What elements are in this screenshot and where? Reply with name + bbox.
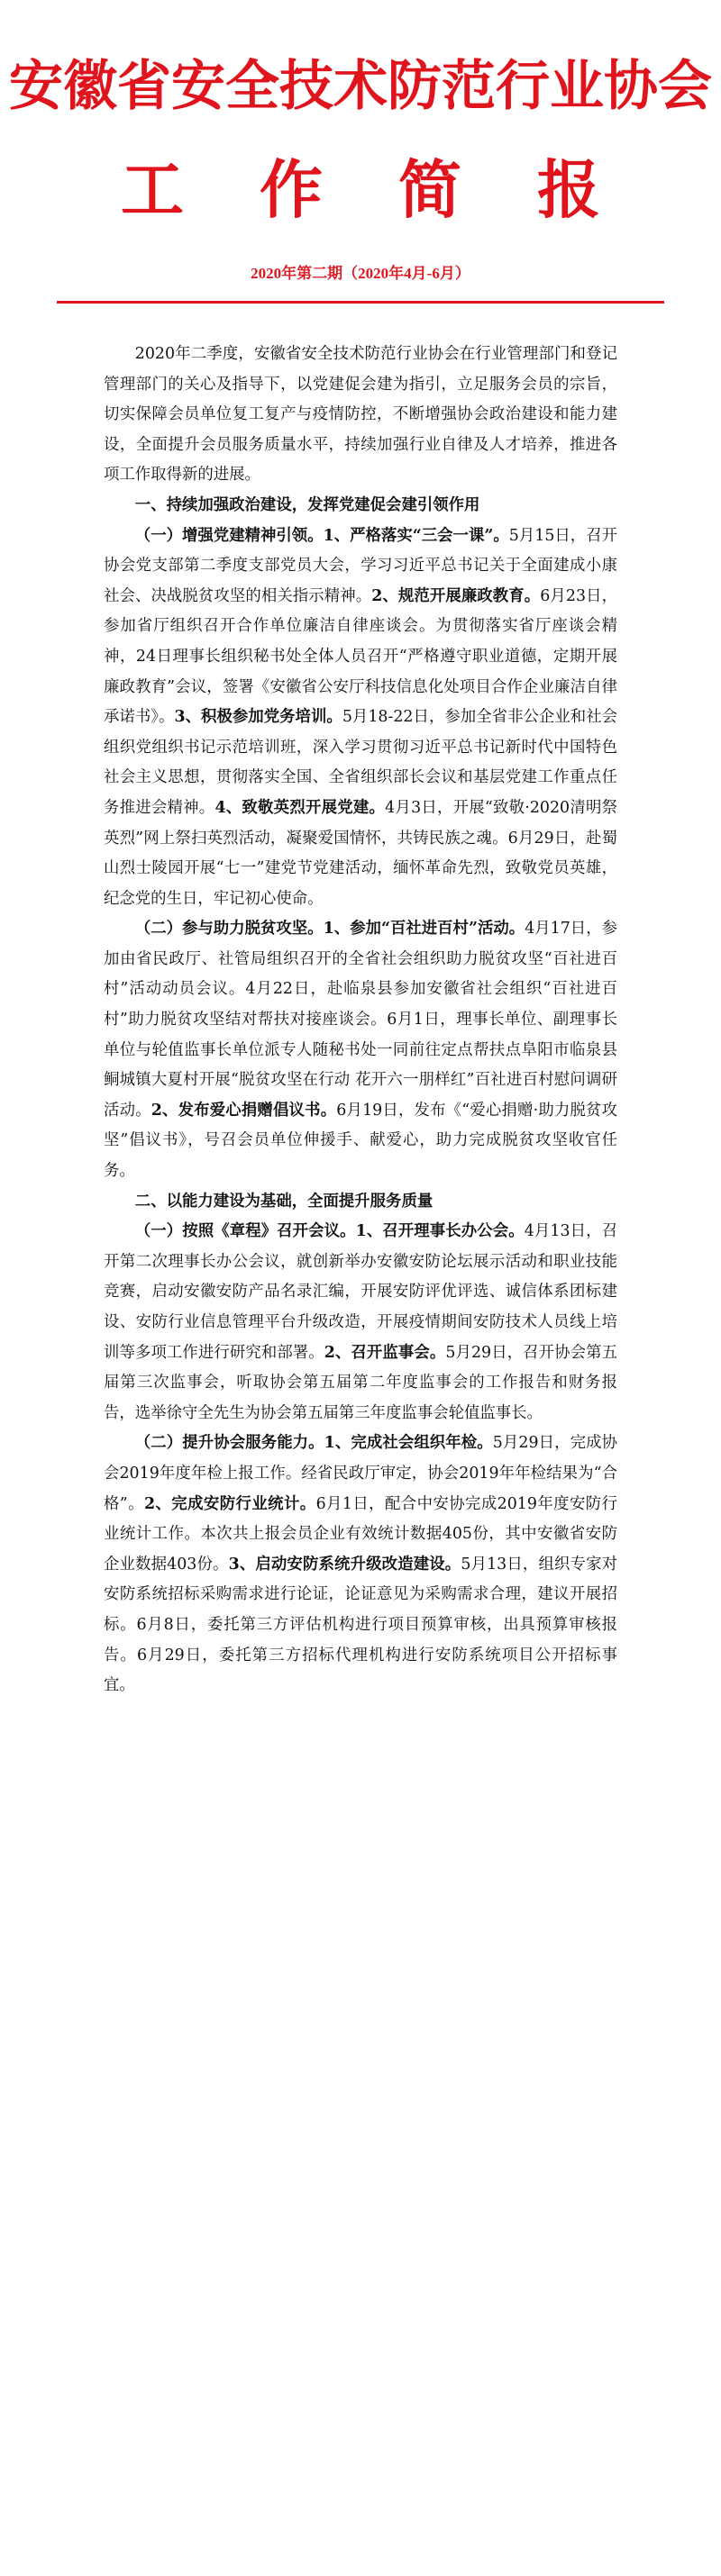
item-heading: 4、致敬英烈开展党建。: [214, 798, 386, 817]
paragraph-text: 5月18-22日，参加全省非公企业和社会组织党组织书记示范培训班，深入学习贯彻习近平总书记新时代中国特色社会主义思想，贯彻落实全国、全省组织部长会议和基层党建工作重点任务推进会精神。: [104, 708, 618, 817]
item-heading: 2、完成安防行业统计。: [143, 1494, 316, 1513]
paragraph: [104, 1429, 617, 1701]
paragraph-text: 5月29日，完成协会2019年度年检上报工作。经省民政厅审定，协会2019年年检结果为“合格”。: [104, 1434, 617, 1513]
subsection-heading: （二）提升协会服务能力。: [134, 1434, 324, 1453]
item-heading: 2、规范开展廉政教育。: [371, 586, 541, 605]
item-heading: 3、启动安防系统升级改造建设。: [228, 1555, 461, 1574]
paragraph-text: 6月23日，参加省厅组织召开合作单位廉洁自律座谈会。为贯彻落实省厅座谈会精神，24日理事长组织秘书处全体人员召开“严格遵守职业道德，定期开展廉政教育”会议，签署《安徽省公安厅科技信息化处项目合作企业廉洁自律承诺书》。: [104, 586, 617, 727]
brief-title-char: 工: [121, 152, 184, 227]
section-heading: 二、以能力建设为基础，全面提升服务质量: [134, 1192, 434, 1211]
brief-title-char: 简: [398, 152, 461, 227]
subsection-heading: （一）按照《章程》召开会议。: [134, 1222, 356, 1241]
item-heading: 1、召开理事长办公会。: [355, 1222, 525, 1241]
paragraph-text: 5月29日，召开协会第五届第三次监事会，听取协会第五届第二年度监事会的工作报告和财务报告，选举徐守全先生为协会第五届第三年度监事会轮值监事长。: [104, 1343, 617, 1422]
issue-line: 2020年第二期（2020年4月-6月）: [251, 265, 470, 282]
item-heading: 1、完成社会组织年检。: [324, 1434, 493, 1453]
org-name: 安徽省安全技术防范行业协会: [9, 55, 712, 118]
paragraph-text: 5月13日，组织专家对安防系统招标采购需求进行论证，论证意见为采购需求合理，建议开展招标。6月8日，委托第三方评估机构进行项目预算审核，出具预算审核报告。6月29日，委托第三方招标代理机构进行安防系统项目公开招标事宜。: [104, 1555, 617, 1695]
paragraph: [104, 914, 617, 1186]
header-divider: [57, 301, 664, 304]
subsection-heading: （二）参与助力脱贫攻坚。: [134, 920, 324, 939]
item-heading: 2、发布爱心捐赠倡议书。: [151, 1101, 337, 1120]
brief-title: [0, 151, 721, 229]
intro-paragraph: 2020年二季度，安徽省安全技术防范行业协会在行业管理部门和登记管理部门的关心及指导下，以党建促会建为指引，立足服务会员的宗旨，切实保障会员单位复工复产与疫情防控，不断增强协会政治建设和能力建设，全面提升会员服务质量水平，持续加强行业自律及人才培养，推进各项工作取得新的进展。: [104, 345, 617, 485]
brief-title-char: 作: [260, 152, 323, 227]
item-heading: 2、召开监事会。: [324, 1343, 446, 1362]
masthead: [0, 50, 721, 304]
brief-title-char: 报: [537, 152, 600, 227]
subsection-heading: （一）增强党建精神引领。: [134, 526, 324, 545]
section-heading: 一、持续加强政治建设，发挥党建促会建引领作用: [134, 495, 480, 514]
item-heading: 1、严格落实“三会一课”。: [323, 526, 509, 545]
paragraph: [104, 522, 617, 915]
paragraph-text: 4月3日，开展“致敬·2020清明祭英烈”网上祭扫英烈活动，凝聚爱国情怀，共铸民族之魂。6月29日，赴蜀山烈士陵园开展“七一”建党节党建活动，缅怀革命先烈，致敬党员英雄，纪念党的生日，牢记初心使命。: [104, 798, 617, 908]
item-heading: 1、参加“百社进百村”活动。: [323, 920, 525, 939]
article-body: [104, 340, 617, 1701]
paragraph-text: 4月13日，召开第二次理事长办公会议，就创新举办安徽安防论坛展示活动和职业技能竞赛，启动安徽安防产品名录汇编，开展安防评优评选、诚信体系团标建设、安防行业信息管理平台升级改造，开展疫情期间安防技术人员线上培训等多项工作进行研究和部署。: [104, 1222, 617, 1362]
paragraph: [104, 1217, 617, 1429]
paragraph-text: 4月17日，参加由省民政厅、社管局组织召开的全省社会组织助力脱贫攻坚“百社进百村”活动动员会议。4月22日，赴临泉县参加安徽省社会组织“百社进百村”助力脱贫攻坚结对帮扶对接座谈会。6月1日，理事长单位、副理事长单位与轮值监事长单位派专人随秘书处一同前往定点帮扶点阜阳市临泉县鲖城镇大夏村开展“脱贫攻坚在行动 花开六一朋样红”百社进百村慰问调研活动。: [104, 920, 617, 1120]
paragraph-text: 6月1日，配合中安协完成2019年度安防行业统计工作。本次共上报会员企业有效统计数据405份，其中安徽省安防企业数据403份。: [104, 1494, 617, 1574]
item-heading: 3、积极参加党务培训。: [174, 708, 342, 727]
paragraph-text: 6月19日，发布《“爱心捐赠·助力脱贫攻坚”倡议书》，号召会员单位伸援手、献爱心，助力完成脱贫攻坚收官任务。: [104, 1101, 617, 1181]
paragraph-text: 5月15日，召开协会党支部第二季度支部党员大会，学习习近平总书记关于全面建成小康社会、决战脱贫攻坚的相关指示精神。: [104, 526, 617, 605]
